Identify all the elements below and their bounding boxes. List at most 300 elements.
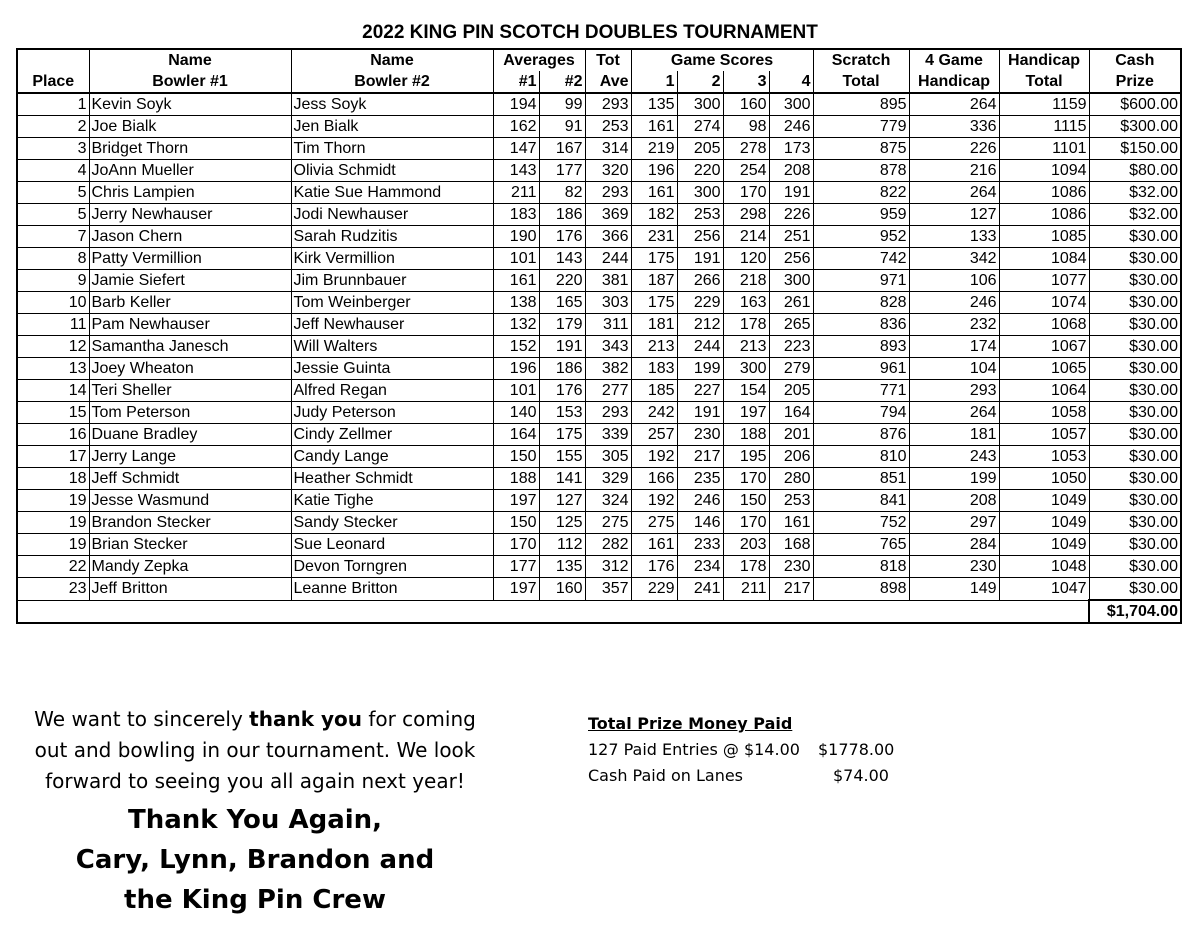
- cell-bowler1: Jerry Newhauser: [89, 204, 291, 226]
- cell-game4: 280: [769, 468, 813, 490]
- header-cell: Handicap: [909, 71, 999, 93]
- cell-game4: 265: [769, 314, 813, 336]
- table-row: [17, 116, 1181, 138]
- total-spacer: [17, 600, 1089, 623]
- cell-tot-ave: 293: [585, 182, 631, 204]
- signature-line3: the King Pin Crew: [124, 885, 386, 915]
- cell-place: 3: [17, 138, 89, 160]
- cell-scratch-total: 971: [813, 270, 909, 292]
- cell-avg1: 150: [493, 512, 539, 534]
- cell-scratch-total: 836: [813, 314, 909, 336]
- cell-game1: 161: [631, 116, 677, 138]
- cell-game1: 257: [631, 424, 677, 446]
- cell-handicap: 264: [909, 182, 999, 204]
- cell-handicap-total: 1085: [999, 226, 1089, 248]
- cell-handicap-total: 1049: [999, 490, 1089, 512]
- table-row: [17, 336, 1181, 358]
- cell-game1: 196: [631, 160, 677, 182]
- cell-avg2: 135: [539, 556, 585, 578]
- cell-game3: 211: [723, 578, 769, 601]
- cell-game4: 253: [769, 490, 813, 512]
- cell-handicap-total: 1058: [999, 402, 1089, 424]
- cell-tot-ave: 329: [585, 468, 631, 490]
- cell-avg1: 183: [493, 204, 539, 226]
- cell-cash-prize: $30.00: [1089, 556, 1181, 578]
- cell-place: 13: [17, 358, 89, 380]
- cell-avg1: 162: [493, 116, 539, 138]
- cell-game4: 256: [769, 248, 813, 270]
- cell-place: 11: [17, 314, 89, 336]
- cell-game4: 205: [769, 380, 813, 402]
- cell-scratch-total: 828: [813, 292, 909, 314]
- cell-game2: 191: [677, 248, 723, 270]
- cell-game4: 208: [769, 160, 813, 182]
- header-cell: #1: [493, 71, 539, 93]
- cell-tot-ave: 305: [585, 446, 631, 468]
- cell-bowler2: Candy Lange: [291, 446, 493, 468]
- cell-handicap: 174: [909, 336, 999, 358]
- cell-scratch-total: 895: [813, 93, 909, 116]
- cell-game1: 176: [631, 556, 677, 578]
- lanes-row: [588, 763, 948, 789]
- cell-avg1: 177: [493, 556, 539, 578]
- cell-bowler1: Jeff Schmidt: [89, 468, 291, 490]
- cell-bowler1: Jamie Siefert: [89, 270, 291, 292]
- results-table: [16, 48, 1182, 624]
- cell-game1: 185: [631, 380, 677, 402]
- cell-handicap-total: 1050: [999, 468, 1089, 490]
- cell-scratch-total: 875: [813, 138, 909, 160]
- cell-bowler2: Sarah Rudzitis: [291, 226, 493, 248]
- header-cell: 1: [631, 71, 677, 93]
- cell-place: 9: [17, 270, 89, 292]
- cell-cash-prize: $30.00: [1089, 380, 1181, 402]
- cell-handicap: 226: [909, 138, 999, 160]
- cell-cash-prize: $30.00: [1089, 578, 1181, 601]
- cell-scratch-total: 961: [813, 358, 909, 380]
- table-row: [17, 292, 1181, 314]
- cell-bowler2: Leanne Britton: [291, 578, 493, 601]
- cell-place: 12: [17, 336, 89, 358]
- cell-handicap-total: 1049: [999, 512, 1089, 534]
- header-cell: 4: [769, 71, 813, 93]
- cell-handicap-total: 1049: [999, 534, 1089, 556]
- cell-handicap: 284: [909, 534, 999, 556]
- cell-avg1: 197: [493, 490, 539, 512]
- cell-handicap: 336: [909, 116, 999, 138]
- cell-bowler2: Tim Thorn: [291, 138, 493, 160]
- cell-avg2: 186: [539, 358, 585, 380]
- cell-handicap: 216: [909, 160, 999, 182]
- cell-handicap-total: 1065: [999, 358, 1089, 380]
- cell-bowler1: Joey Wheaton: [89, 358, 291, 380]
- cell-tot-ave: 282: [585, 534, 631, 556]
- cell-game1: 183: [631, 358, 677, 380]
- cell-handicap: 149: [909, 578, 999, 601]
- cell-game1: 187: [631, 270, 677, 292]
- table-row: [17, 358, 1181, 380]
- cell-place: 22: [17, 556, 89, 578]
- cell-bowler1: Mandy Zepka: [89, 556, 291, 578]
- cell-game4: 201: [769, 424, 813, 446]
- cell-avg1: 190: [493, 226, 539, 248]
- cell-handicap: 264: [909, 93, 999, 116]
- cell-scratch-total: 818: [813, 556, 909, 578]
- cell-scratch-total: 771: [813, 380, 909, 402]
- header-cell: 3: [723, 71, 769, 93]
- cell-avg2: 220: [539, 270, 585, 292]
- cell-avg1: 143: [493, 160, 539, 182]
- cell-game1: 192: [631, 490, 677, 512]
- cell-bowler2: Tom Weinberger: [291, 292, 493, 314]
- total-row: [17, 600, 1181, 623]
- cell-bowler2: Kirk Vermillion: [291, 248, 493, 270]
- cell-bowler2: Alfred Regan: [291, 380, 493, 402]
- cell-bowler2: Jen Bialk: [291, 116, 493, 138]
- cell-scratch-total: 952: [813, 226, 909, 248]
- table-row: [17, 490, 1181, 512]
- cell-game4: 168: [769, 534, 813, 556]
- cell-game4: 261: [769, 292, 813, 314]
- cell-avg1: 194: [493, 93, 539, 116]
- cell-avg1: 197: [493, 578, 539, 601]
- cell-avg2: 176: [539, 380, 585, 402]
- header-cell: Ave: [585, 71, 631, 93]
- cell-avg1: 101: [493, 380, 539, 402]
- cell-game3: 150: [723, 490, 769, 512]
- cell-scratch-total: 959: [813, 204, 909, 226]
- cell-avg2: 165: [539, 292, 585, 314]
- cell-bowler1: Bridget Thorn: [89, 138, 291, 160]
- cell-scratch-total: 822: [813, 182, 909, 204]
- cell-game2: 300: [677, 93, 723, 116]
- table-row: [17, 402, 1181, 424]
- cell-place: 18: [17, 468, 89, 490]
- cell-bowler1: Jerry Lange: [89, 446, 291, 468]
- cell-avg2: 153: [539, 402, 585, 424]
- cell-game2: 274: [677, 116, 723, 138]
- cell-handicap-total: 1077: [999, 270, 1089, 292]
- cell-tot-ave: 381: [585, 270, 631, 292]
- cell-game1: 181: [631, 314, 677, 336]
- table-row: [17, 138, 1181, 160]
- cell-handicap: 232: [909, 314, 999, 336]
- cell-bowler1: Pam Newhauser: [89, 314, 291, 336]
- header-cell: Bowler #1: [89, 71, 291, 93]
- cell-bowler2: Jeff Newhauser: [291, 314, 493, 336]
- cell-avg2: 143: [539, 248, 585, 270]
- cell-tot-ave: 244: [585, 248, 631, 270]
- cell-game4: 300: [769, 93, 813, 116]
- cell-game3: 188: [723, 424, 769, 446]
- cell-place: 10: [17, 292, 89, 314]
- cell-game3: 298: [723, 204, 769, 226]
- cell-handicap-total: 1159: [999, 93, 1089, 116]
- cell-cash-prize: $30.00: [1089, 424, 1181, 446]
- cell-game1: 175: [631, 248, 677, 270]
- cell-cash-prize: $30.00: [1089, 534, 1181, 556]
- cell-avg1: 211: [493, 182, 539, 204]
- cell-game4: 173: [769, 138, 813, 160]
- cell-handicap-total: 1048: [999, 556, 1089, 578]
- cell-scratch-total: 752: [813, 512, 909, 534]
- cell-place: 14: [17, 380, 89, 402]
- header-name2: Name: [291, 49, 493, 71]
- cell-tot-ave: 314: [585, 138, 631, 160]
- grand-total: $1,704.00: [1089, 600, 1181, 623]
- cell-bowler2: Jess Soyk: [291, 93, 493, 116]
- cell-game3: 120: [723, 248, 769, 270]
- cell-cash-prize: $30.00: [1089, 226, 1181, 248]
- cell-handicap-total: 1053: [999, 446, 1089, 468]
- cell-bowler1: JoAnn Mueller: [89, 160, 291, 182]
- cell-game3: 178: [723, 556, 769, 578]
- cell-avg2: 179: [539, 314, 585, 336]
- header-scratch: Scratch: [813, 49, 909, 71]
- cell-game3: 197: [723, 402, 769, 424]
- cell-avg2: 125: [539, 512, 585, 534]
- cell-bowler1: Tom Peterson: [89, 402, 291, 424]
- cell-tot-ave: 253: [585, 116, 631, 138]
- cell-handicap: 297: [909, 512, 999, 534]
- cell-avg2: 176: [539, 226, 585, 248]
- cell-cash-prize: $30.00: [1089, 490, 1181, 512]
- entries-row: [588, 737, 948, 763]
- cell-bowler2: Jessie Guinta: [291, 358, 493, 380]
- cell-bowler2: Judy Peterson: [291, 402, 493, 424]
- cell-handicap-total: 1067: [999, 336, 1089, 358]
- cell-avg1: 188: [493, 468, 539, 490]
- cell-avg2: 127: [539, 490, 585, 512]
- cell-cash-prize: $30.00: [1089, 314, 1181, 336]
- header-name1: Name: [89, 49, 291, 71]
- cell-game4: 279: [769, 358, 813, 380]
- cell-place: 7: [17, 226, 89, 248]
- cell-game2: 230: [677, 424, 723, 446]
- cell-tot-ave: 293: [585, 402, 631, 424]
- table-row: [17, 424, 1181, 446]
- cell-game1: 135: [631, 93, 677, 116]
- cell-game2: 217: [677, 446, 723, 468]
- cell-game2: 241: [677, 578, 723, 601]
- cell-tot-ave: 366: [585, 226, 631, 248]
- cell-scratch-total: 851: [813, 468, 909, 490]
- thanks-line1-post: for coming: [361, 707, 476, 731]
- cell-cash-prize: $32.00: [1089, 182, 1181, 204]
- cell-handicap: 181: [909, 424, 999, 446]
- cell-place: 8: [17, 248, 89, 270]
- cell-game3: 195: [723, 446, 769, 468]
- cell-avg1: 164: [493, 424, 539, 446]
- cell-cash-prize: $30.00: [1089, 446, 1181, 468]
- cell-avg1: 147: [493, 138, 539, 160]
- entries-label: 127 Paid Entries @ $14.00: [588, 740, 800, 759]
- cell-cash-prize: $30.00: [1089, 336, 1181, 358]
- cell-cash-prize: $150.00: [1089, 138, 1181, 160]
- cell-place: 19: [17, 512, 89, 534]
- cell-cash-prize: $30.00: [1089, 292, 1181, 314]
- cell-avg1: 101: [493, 248, 539, 270]
- header-cell: Total: [999, 71, 1089, 93]
- cell-game1: 275: [631, 512, 677, 534]
- cell-handicap-total: 1115: [999, 116, 1089, 138]
- cell-cash-prize: $300.00: [1089, 116, 1181, 138]
- table-row: [17, 226, 1181, 248]
- entries-amount: $1778.00: [818, 740, 895, 759]
- cell-place: 16: [17, 424, 89, 446]
- cell-game4: 217: [769, 578, 813, 601]
- cell-handicap: 243: [909, 446, 999, 468]
- table-row: [17, 534, 1181, 556]
- cell-avg2: 177: [539, 160, 585, 182]
- cell-handicap-total: 1086: [999, 182, 1089, 204]
- cell-tot-ave: 277: [585, 380, 631, 402]
- cell-game4: 251: [769, 226, 813, 248]
- cell-avg2: 186: [539, 204, 585, 226]
- cell-game1: 182: [631, 204, 677, 226]
- cell-avg2: 191: [539, 336, 585, 358]
- cell-scratch-total: 893: [813, 336, 909, 358]
- cell-game2: 235: [677, 468, 723, 490]
- cell-game3: 170: [723, 468, 769, 490]
- cell-game2: 246: [677, 490, 723, 512]
- cell-game2: 266: [677, 270, 723, 292]
- thanks-line2: out and bowling in our tournament. We look: [34, 738, 476, 762]
- cell-tot-ave: 312: [585, 556, 631, 578]
- cell-bowler1: Jason Chern: [89, 226, 291, 248]
- cell-handicap: 342: [909, 248, 999, 270]
- cell-tot-ave: 324: [585, 490, 631, 512]
- cell-avg1: 138: [493, 292, 539, 314]
- thank-you-message: [20, 704, 490, 797]
- cell-handicap-total: 1047: [999, 578, 1089, 601]
- cell-game1: 229: [631, 578, 677, 601]
- cell-bowler2: Olivia Schmidt: [291, 160, 493, 182]
- cell-scratch-total: 876: [813, 424, 909, 446]
- cell-game3: 218: [723, 270, 769, 292]
- cell-avg2: 82: [539, 182, 585, 204]
- cell-handicap: 133: [909, 226, 999, 248]
- cell-game1: 166: [631, 468, 677, 490]
- prize-summary: [588, 711, 948, 789]
- header-place: [17, 49, 89, 71]
- table-row: [17, 270, 1181, 292]
- cell-avg2: 112: [539, 534, 585, 556]
- header-tot: Tot: [585, 49, 631, 71]
- cell-tot-ave: 275: [585, 512, 631, 534]
- header-cell: 2: [677, 71, 723, 93]
- header-four-game: 4 Game: [909, 49, 999, 71]
- cell-game1: 175: [631, 292, 677, 314]
- cell-handicap: 208: [909, 490, 999, 512]
- cell-avg2: 175: [539, 424, 585, 446]
- cell-game4: 164: [769, 402, 813, 424]
- cell-game2: 244: [677, 336, 723, 358]
- cell-handicap-total: 1068: [999, 314, 1089, 336]
- cell-bowler2: Devon Torngren: [291, 556, 493, 578]
- cell-place: 19: [17, 490, 89, 512]
- cell-bowler1: Brandon Stecker: [89, 512, 291, 534]
- cell-place: 1: [17, 93, 89, 116]
- cell-avg1: 140: [493, 402, 539, 424]
- cell-game2: 233: [677, 534, 723, 556]
- cell-game2: 220: [677, 160, 723, 182]
- cell-tot-ave: 343: [585, 336, 631, 358]
- header-row-2: [17, 71, 1181, 93]
- cell-bowler1: Chris Lampien: [89, 182, 291, 204]
- header-game-scores: Game Scores: [631, 49, 813, 71]
- header-cell: Bowler #2: [291, 71, 493, 93]
- cell-handicap-total: 1086: [999, 204, 1089, 226]
- cell-avg2: 155: [539, 446, 585, 468]
- table-row: [17, 160, 1181, 182]
- cell-avg2: 160: [539, 578, 585, 601]
- cell-game2: 229: [677, 292, 723, 314]
- table-row: [17, 468, 1181, 490]
- prize-summary-heading: Total Prize Money Paid: [588, 714, 793, 733]
- cell-bowler1: Kevin Soyk: [89, 93, 291, 116]
- lanes-amount: $74.00: [833, 766, 889, 785]
- cell-game3: 154: [723, 380, 769, 402]
- header-row-1: [17, 49, 1181, 71]
- cell-cash-prize: $80.00: [1089, 160, 1181, 182]
- page-title: 2022 KING PIN SCOTCH DOUBLES TOURNAMENT: [362, 22, 818, 43]
- table-row: [17, 512, 1181, 534]
- cell-game4: 223: [769, 336, 813, 358]
- header-cell: Prize: [1089, 71, 1181, 93]
- cell-cash-prize: $600.00: [1089, 93, 1181, 116]
- cell-game1: 231: [631, 226, 677, 248]
- cell-tot-ave: 339: [585, 424, 631, 446]
- table-row: [17, 556, 1181, 578]
- cell-bowler2: Katie Sue Hammond: [291, 182, 493, 204]
- cell-avg1: 196: [493, 358, 539, 380]
- cell-game2: 234: [677, 556, 723, 578]
- cell-avg2: 91: [539, 116, 585, 138]
- cell-scratch-total: 810: [813, 446, 909, 468]
- cell-handicap: 127: [909, 204, 999, 226]
- thanks-line1-bold: thank you: [249, 707, 362, 731]
- cell-scratch-total: 841: [813, 490, 909, 512]
- header-cell: Total: [813, 71, 909, 93]
- cell-place: 15: [17, 402, 89, 424]
- thanks-line3: forward to seeing you all again next year!: [45, 769, 465, 793]
- cell-place: 2: [17, 116, 89, 138]
- cell-scratch-total: 898: [813, 578, 909, 601]
- cell-scratch-total: 779: [813, 116, 909, 138]
- cell-bowler2: Heather Schmidt: [291, 468, 493, 490]
- cell-handicap: 106: [909, 270, 999, 292]
- cell-cash-prize: $30.00: [1089, 248, 1181, 270]
- cell-handicap: 230: [909, 556, 999, 578]
- cell-game3: 213: [723, 336, 769, 358]
- cell-scratch-total: 742: [813, 248, 909, 270]
- cell-scratch-total: 878: [813, 160, 909, 182]
- cell-place: 19: [17, 534, 89, 556]
- header-cell: #2: [539, 71, 585, 93]
- cell-bowler2: Sue Leonard: [291, 534, 493, 556]
- cell-game3: 170: [723, 512, 769, 534]
- table-row: [17, 578, 1181, 601]
- cell-game1: 161: [631, 182, 677, 204]
- cell-handicap: 104: [909, 358, 999, 380]
- cell-avg1: 170: [493, 534, 539, 556]
- cell-game4: 246: [769, 116, 813, 138]
- table-row: [17, 380, 1181, 402]
- cell-bowler2: Sandy Stecker: [291, 512, 493, 534]
- cell-tot-ave: 311: [585, 314, 631, 336]
- cell-cash-prize: $30.00: [1089, 270, 1181, 292]
